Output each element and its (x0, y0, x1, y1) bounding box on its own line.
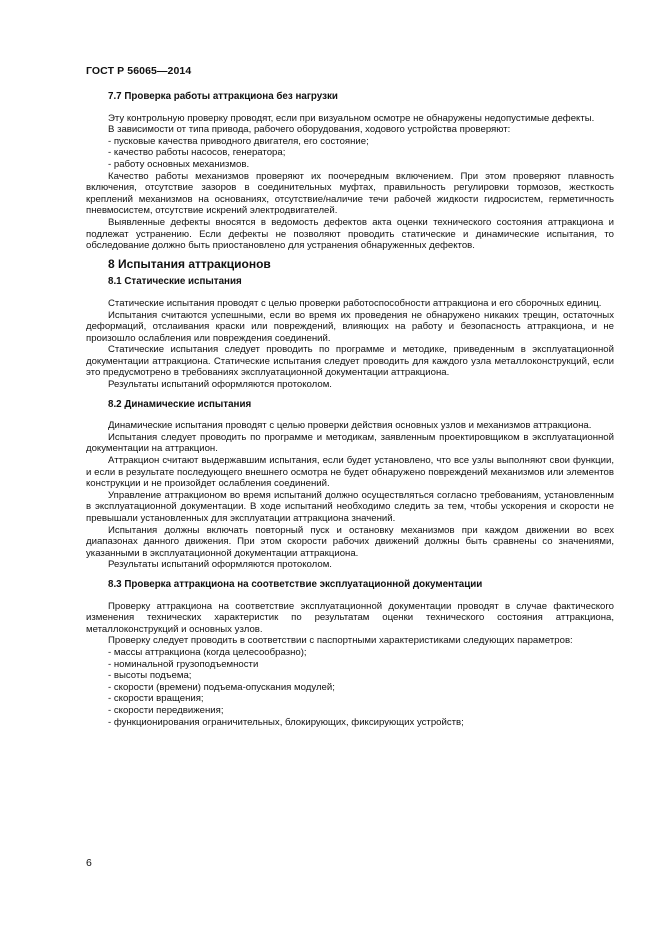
paragraph: Аттракцион считают выдержавшим испытания, если будет установлено, что все узлы выполняют свои функции, и если в результате последующего внешнего осмотра не будет обнаружено повреждений механизмов или элементов конструкции и не произойдет ослабления соединений. (86, 455, 614, 490)
list-item: - высоты подъема; (108, 670, 192, 682)
list-item: - качество работы насосов, генератора; (108, 147, 286, 159)
paragraph: Качество работы механизмов проверяют их поочередным включением. При этом проверяют плавность включения, отсутствие зазоров в соединительных муфтах, правильность регулировки тормозов, жесткость креплений механизмов на основаниях, отсутствие/наличие течи рабочей жидкости гидросистем, герметичность пневмосистем, отсутствие искрений электродвигателей. (86, 170, 614, 217)
heading-8-2: 8.2 Динамические испытания (108, 398, 252, 410)
running-header: ГОСТ Р 56065—2014 (86, 65, 192, 77)
list-item: - скорости передвижения; (108, 704, 224, 716)
paragraph: Испытания следует проводить по программе и методикам, заявленным проектировщиком в эксплуатационной документации на аттракцион. (86, 431, 614, 455)
paragraph: В зависимости от типа привода, рабочего оборудования, ходового устройства проверяют: (108, 124, 511, 136)
list-item: - номинальной грузоподъемности (108, 658, 259, 670)
heading-7-7: 7.7 Проверка работы аттракциона без нагрузки (108, 91, 338, 102)
list-item: - работу основных механизмов. (108, 158, 250, 170)
page-body (86, 91, 614, 728)
paragraph: Управление аттракционом во время испытаний должно осуществляться согласно требованиям, установленным в эксплуатационной документации. В ходе испытаний необходимо следить за тем, чтобы ускорения и скорости не превышали установленных для эксплуатации аттракциона значений. (86, 489, 614, 524)
list-item: - скорости вращения; (108, 693, 204, 705)
heading-8-1: 8.1 Статические испытания (108, 276, 242, 288)
list-item: - пусковые качества приводного двигателя, его состояние; (108, 135, 369, 147)
heading-8-3: 8.3 Проверка аттракциона на соответствие эксплуатационной документации (108, 578, 483, 590)
paragraph: Испытания должны включать повторный пуск и остановку механизмов при каждом движении во всех диапазонах данного движения. При этом скорости рабочих движений должны быть сравнены со значениями, указанными в эксплуатационной документации аттракциона. (86, 524, 614, 559)
list-item: - функционирования ограничительных, блокирующих, фиксирующих устройств; (108, 716, 464, 728)
list-item: - скорости (времени) подъема-опускания модулей; (108, 681, 335, 693)
paragraph: Эту контрольную проверку проводят, если при визуальном осмотре не обнаружены недопустимые дефекты. (108, 112, 595, 124)
paragraph: Статические испытания следует проводить по программе и методике, приведенным в эксплуатационной документации аттракциона. Статические испытания следует проводить для каждого узла металлоконструкций, если это предусмотрено в требованиях эксплуатационной документации аттракциона. (86, 344, 614, 379)
heading-8: 8 Испытания аттракционов (108, 256, 271, 271)
page-number: 6 (86, 857, 92, 869)
paragraph: Испытания считаются успешными, если во время их проведения не обнаружено никаких трещин, остаточных деформаций, отслаивания краски или повреждений, влияющих на работу и безопасность аттракциона, и не произошло ослабления или повреждения соединений. (86, 309, 614, 344)
paragraph: Выявленные дефекты вносятся в ведомость дефектов акта оценки технического состояния аттракциона и подлежат устранению. Если дефекты не позволяют проводить статические и динамические испытания, то обследование должно быть приостановлено для устранения обнаруженных дефектов. (86, 216, 614, 252)
paragraph: Проверку аттракциона на соответствие эксплуатационной документации проводят в случае фактического изменения технических характеристик по результатам оценки технического состояния аттракциона, металлоконструкций и основных узлов. (86, 600, 614, 635)
paragraph: Динамические испытания проводят с целью проверки действия основных узлов и механизмов аттракциона. (108, 420, 592, 432)
paragraph: Статические испытания проводят с целью проверки работоспособности аттракциона и его сборочных единиц. (108, 297, 602, 309)
paragraph: Результаты испытаний оформляются протоколом. (108, 559, 332, 571)
list-item: - массы аттракциона (когда целесообразно); (108, 646, 307, 658)
paragraph: Результаты испытаний оформляются протоколом. (108, 379, 332, 391)
paragraph: Проверку следует проводить в соответствии с паспортными характеристиками следующих параметров: (108, 635, 573, 647)
